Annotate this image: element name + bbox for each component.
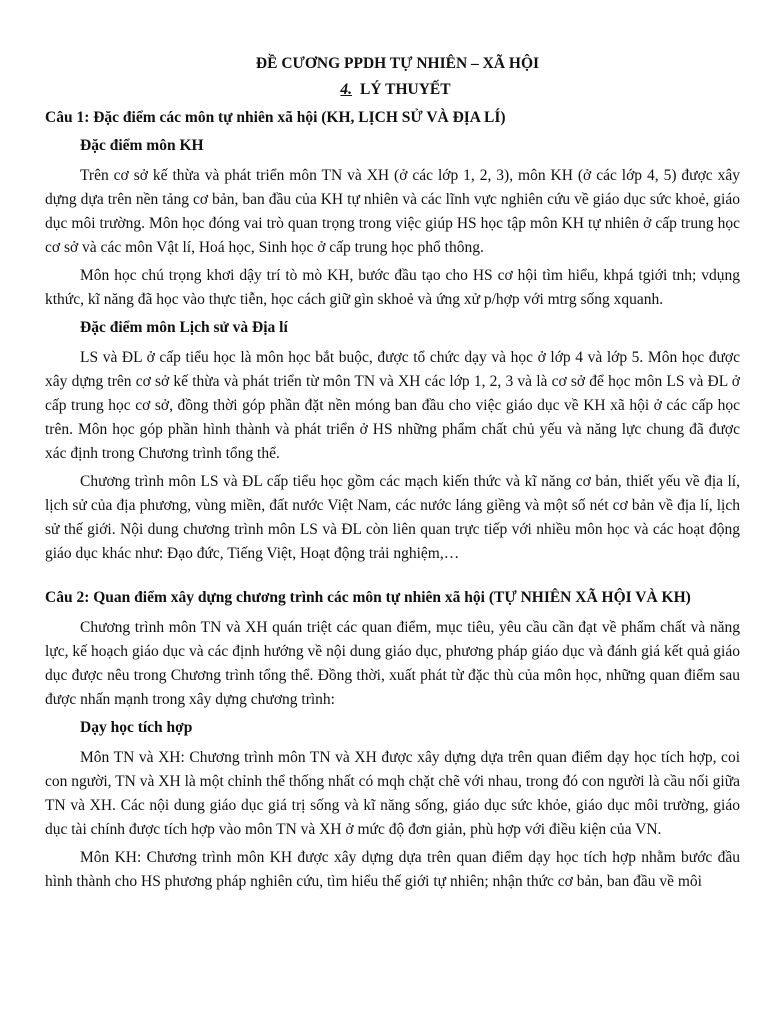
subheading-ls-dl: Đặc điểm môn Lịch sử và Địa lí — [80, 319, 288, 336]
paragraph: Môn học chú trọng khơi dậy trí tò mò KH, bước đầu tạo cho HS cơ hội tìm hiểu, khpá tgiới tnh; vdụng kthức, kĩ năng đã học vào thực tiễn, học cách giữ gìn skhoẻ và ứng xử p/hợp với mtrg sống xquanh. — [45, 267, 740, 308]
paragraph: Chương trình môn LS và ĐL cấp tiểu học gồm các mạch kiến thức và kĩ năng cơ bản, thiết yếu về địa lí, lịch sử của địa phương, vùng miền, đất nước Việt Nam, các nước láng giềng và một số nét cơ bản về địa lí, lịch sử thế giới. Nội dung chương trình môn LS và ĐL còn liên quan trực tiếp với nhiều môn học và các hoạt động giáo dục khác như: Đạo đức, Tiếng Việt, Hoạt động trải nghiệm,… — [45, 473, 740, 562]
paragraph: Môn TN và XH: Chương trình môn TN và XH được xây dựng dựa trên quan điểm dạy học tích hợp, coi con người, TN và XH là một chỉnh thể thống nhất có mqh chặt chẽ với nhau, trong đó con người là cầu nối giữa TN và XH. Các nội dung giáo dục giá trị sống và kĩ năng sống, giáo dục sức khỏe, giáo dục môi trường, giáo dục tài chính được tích hợp vào môn TN và XH ở mức độ đơn giản, phù hợp với điều kiện của VN. — [45, 749, 740, 838]
paragraph: Trên cơ sở kế thừa và phát triển môn TN và XH (ở các lớp 1, 2, 3), môn KH (ở các lớp 4, 5) được xây dựng dựa trên nền tảng cơ bản, ban đầu của KH tự nhiên và các lĩnh vực nghiên cứu về giáo dục sức khoẻ, giáo dục môi trường. Môn học đóng vai trò quan trọng trong việc giúp HS học tập môn KH tự nhiên ở cấp trung học cơ sở và các môn Vật lí, Hoá học, Sinh học ở cấp trung học phổ thông. — [45, 167, 740, 256]
subheading-kh: Đặc điểm môn KH — [80, 137, 204, 154]
question-1-heading: Câu 1: Đặc điểm các môn tự nhiên xã hội (KH, LỊCH SỬ VÀ ĐỊA LÍ) — [45, 109, 506, 126]
section-title: LÝ THUYẾT — [360, 81, 451, 98]
section-heading — [45, 80, 740, 100]
section-number: 4. — [340, 81, 353, 98]
paragraph: Môn KH: Chương trình môn KH được xây dựng dựa trên quan điểm dạy học tích hợp nhằm bước đầu hình thành cho HS phương pháp nghiên cứu, tìm hiểu thế giới tự nhiên; nhận thức cơ bản, ban đầu về môi — [45, 849, 740, 890]
document-title: ĐỀ CƯƠNG PPDH TỰ NHIÊN – XÃ HỘI — [255, 55, 540, 72]
paragraph: Chương trình môn TN và XH quán triệt các quan điểm, mục tiêu, yêu cầu cần đạt về phẩm chất và năng lực, kế hoạch giáo dục và các định hướng về nội dung giáo dục, phương pháp giáo dục và đánh giá kết quả giáo dục được nêu trong Chương trình tổng thể. Đồng thời, xuất phát từ đặc thù của môn học, những quan điểm sau được nhấn mạnh trong xây dựng chương trình: — [45, 619, 740, 708]
subheading-integrated-teaching: Dạy học tích hợp — [80, 719, 193, 736]
question-2-heading: Câu 2: Quan điểm xây dựng chương trình các môn tự nhiên xã hội (TỰ NHIÊN XÃ HỘI VÀ KH) — [45, 589, 691, 606]
paragraph: LS và ĐL ở cấp tiểu học là môn học bắt buộc, được tổ chức dạy và học ở lớp 4 và lớp 5. Môn học được xây dựng trên cơ sở kế thừa và phát triển từ môn TN và XH các lớp 1, 2, 3 và là cơ sở để học môn LS và ĐL ở cấp trung học cơ sở, đồng thời góp phần đặt nền móng ban đầu cho việc giáo dục về KH xã hội ở các cấp học trên. Môn học góp phần hình thành và phát triển ở HS những phẩm chất chủ yếu và năng lực chung đã được xác định trong Chương trình tổng thể. — [45, 349, 740, 462]
